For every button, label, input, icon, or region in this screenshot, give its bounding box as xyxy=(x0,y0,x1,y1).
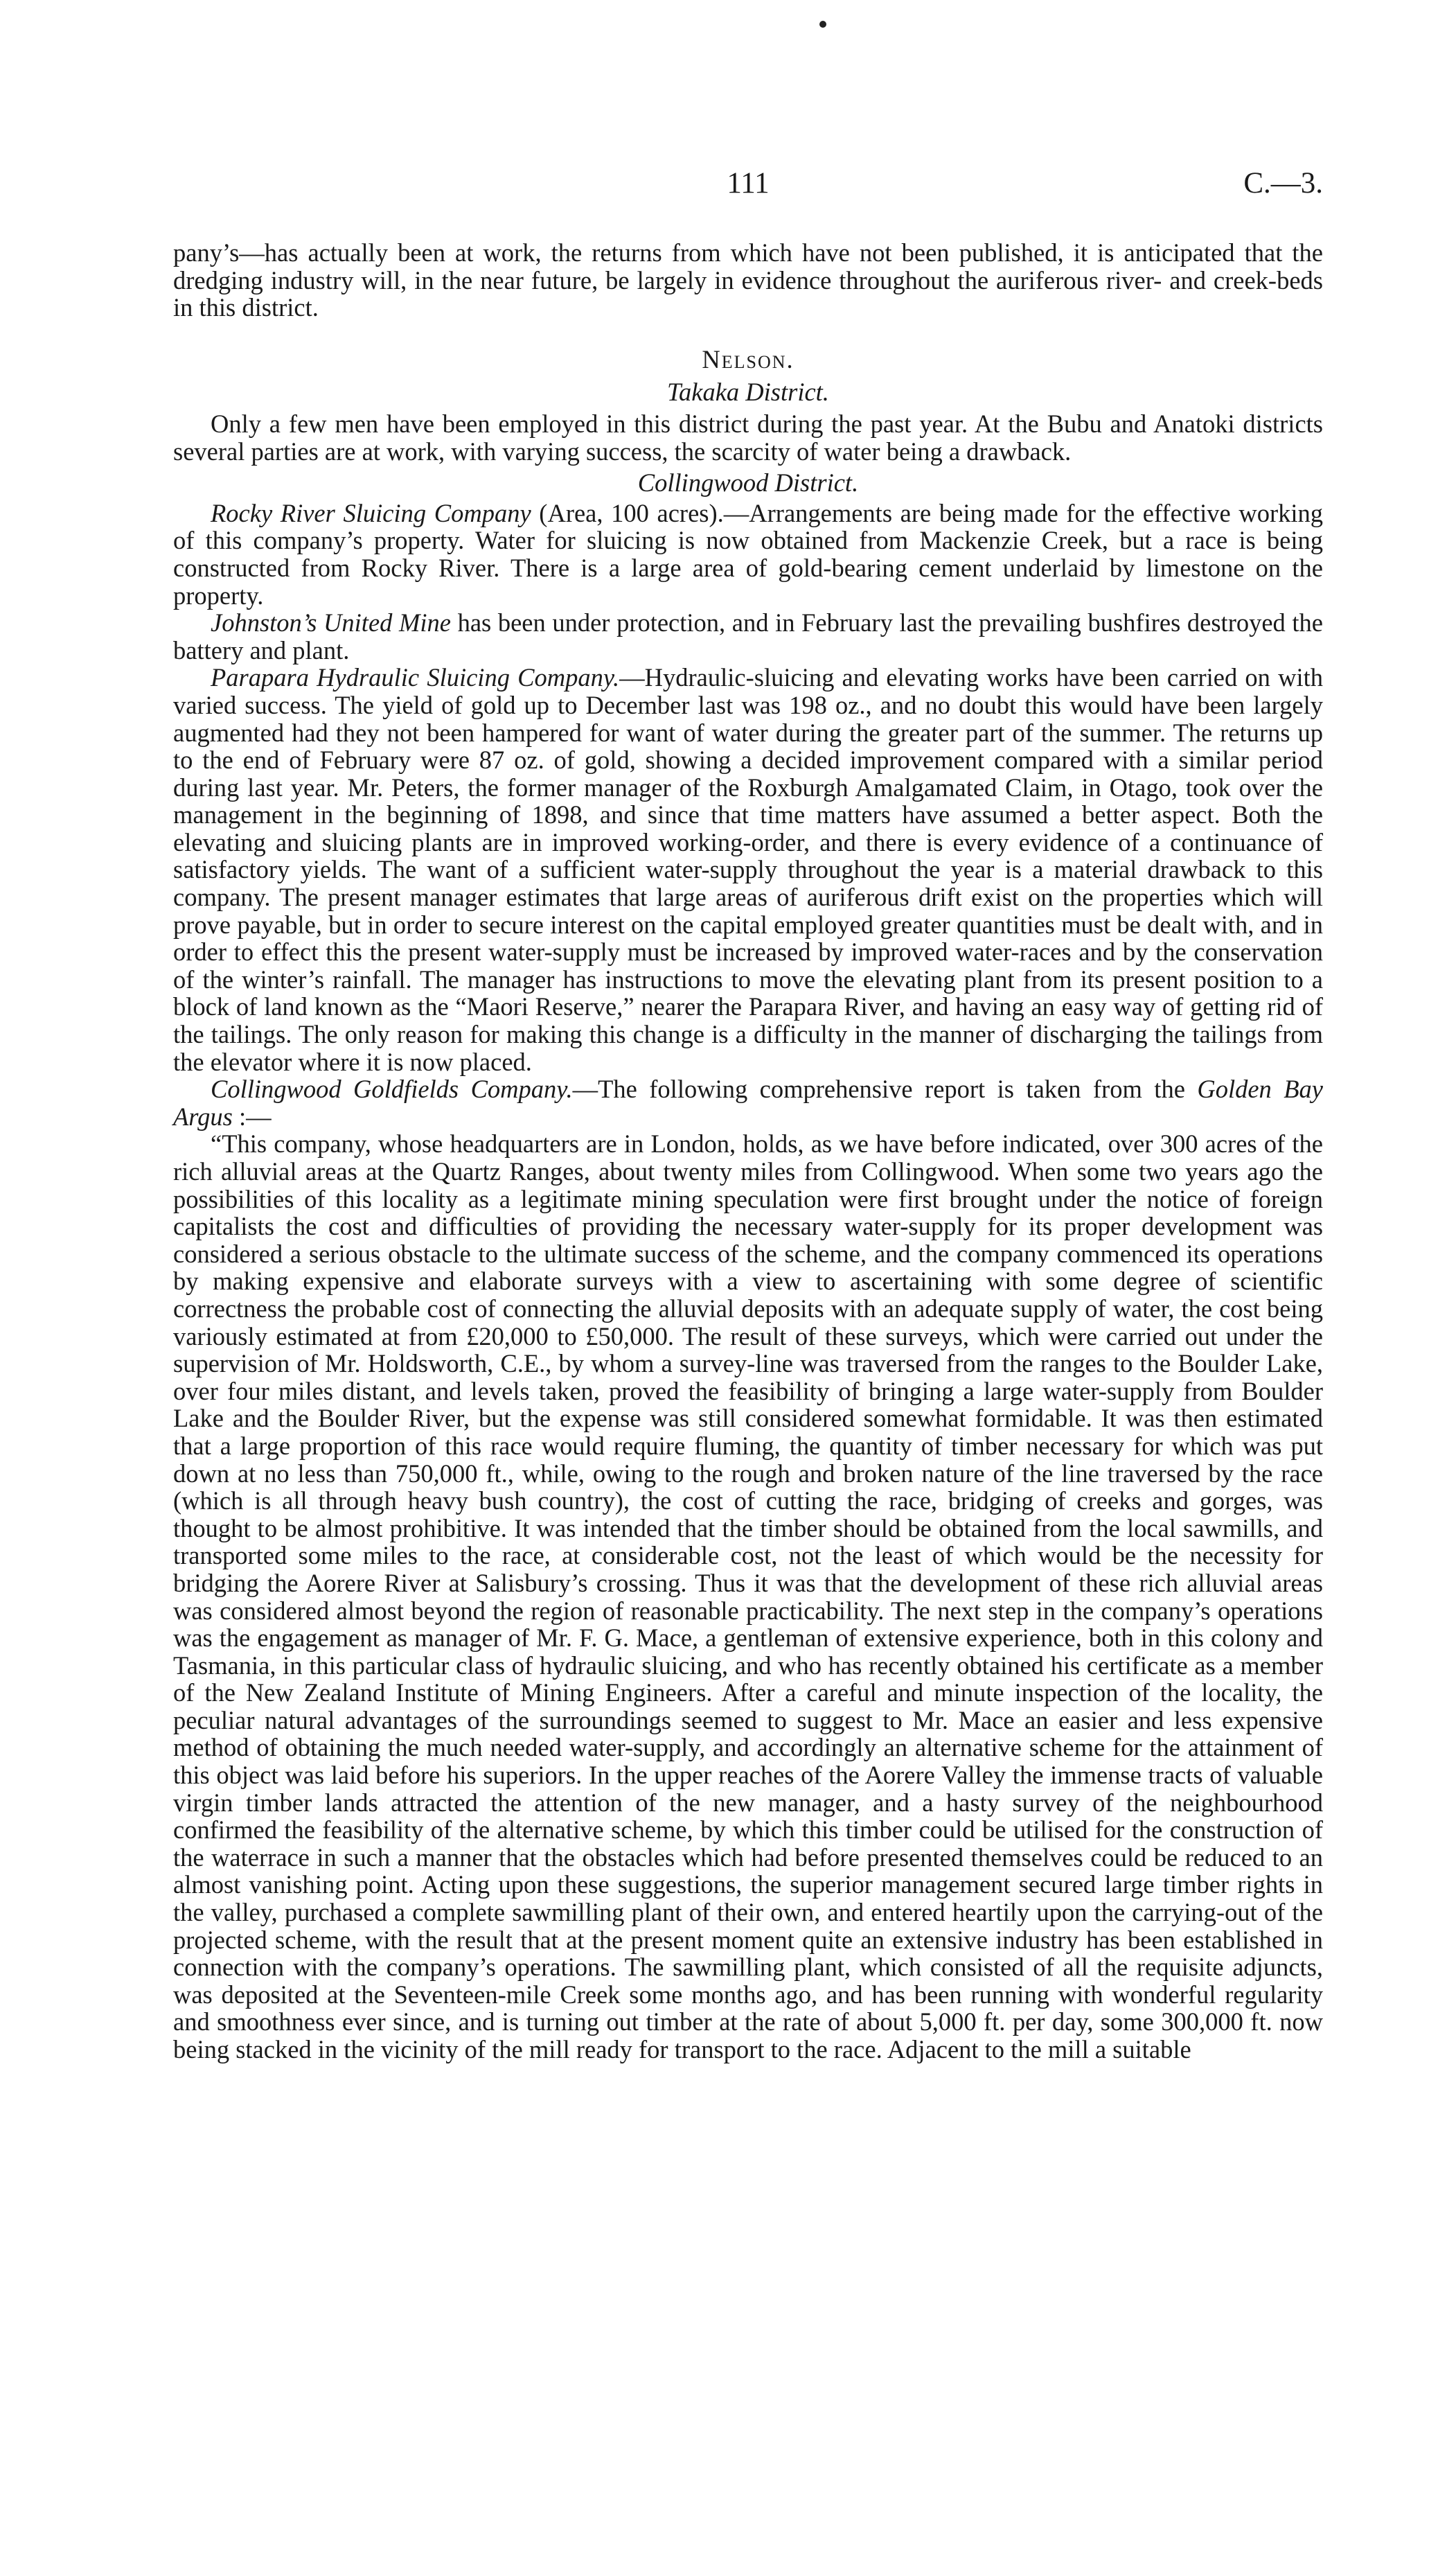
quoted-report-paragraph: “This company, whose headquarters are in London, holds, as we have before indicated, over 300 acres of the rich alluvial areas at the Quartz Ranges, about twenty miles from Collingwood. When some two years ago the possibilities of this locality as a legitimate mining speculation were first brought under the notice of foreign capitalists the cost and difficulties of providing the necessary water-supply for its proper development was considered a serious obstacle to the ultimate success of the scheme, and the company commenced its operations by making expensive and elaborate surveys with a view to ascertaining with some degree of scientific correctness the probable cost of connecting the alluvial deposits with an adequate supply of water, the cost being variously estimated at from £20,000 to £50,000. The result of these surveys, which were carried out under the supervision of Mr. Holdsworth, C.E., by whom a survey-line was traversed from the ranges to the Boulder Lake, over four miles distant, and levels taken, proved the feasibility of bringing a large water-supply from Boulder Lake and the Boulder River, but the expense was still considered somewhat formidable. It was then estimated that a large proportion of this race would require fluming, the quantity of timber necessary for which was put down at no less than 750,000 ft., while, owing to the rough and broken nature of the line traversed by the race (which is all through heavy bush country), the cost of cutting the race, bridging of creeks and gorges, was thought to be almost prohibitive. It was intended that the timber should be obtained from the local sawmills, and transported some miles to the race, at considerable cost, not the least of which would be the necessity for bridging the Aorere River at Salisbury’s crossing. Thus it was that the development of these rich alluvial areas was considered almost beyond the region of reasonable practicability. The next step in the company’s operations was the engagement as manager of Mr. F. G. Mace, a gentleman of extensive experience, both in this colony and Tasmania, in this particular class of hydraulic sluicing, and who has recently obtained his certificate as a member of the New Zealand Institute of Mining Engineers. After a careful and minute inspection of the locality, the peculiar natural advantages of the surroundings seemed to suggest to Mr. Mace an easier and less expensive method of obtaining the much needed water-supply, and accordingly an alternative scheme for the attainment of this object was laid before his superiors. In the upper reaches of the Aorere Valley the immense tracts of valuable virgin timber lands attracted the attention of the new manager, and a hasty survey of the neighbourhood confirmed the feasibility of the alternative scheme, by which this timber could be utilised for the construction of the waterrace in such a manner that the obstacles which had before presented themselves could be reduced to an almost vanishing point. Acting upon these suggestions, the superior management secured large timber rights in the valley, purchased a complete sawmilling plant of their own, and entered heartily upon the carrying-out of the projected scheme, with the result that at the present moment quite an extensive industry has been established in connection with the company’s operations. The sawmilling plant, which consisted of all the requisite adjuncts, was deposited at the Seventeen-mile Creek some months ago, and has been running with wonderful regularity and smoothness ever since, and is turning out timber at the rate of about 5,000 ft. per day, some 300,000 ft. now being stacked in the vicinity of the mill ready for transport to the race. Adjacent to the mill a suitable xyxy=(173,1129,1323,2063)
subsection-heading-collingwood: Collingwood District. xyxy=(637,468,859,498)
page-body xyxy=(173,239,1323,2063)
continued-paragraph: pany’s—has actually been at work, the returns from which have not been published, it is anticipated that the dredging industry will, in the near future, be largely in evidence throughout the auriferous river- and creek-beds in this district. xyxy=(173,238,1323,322)
company-name: Rocky River Sluicing Company xyxy=(211,498,531,527)
paragraph-text: —The following comprehensive report is taken from the xyxy=(572,1075,1198,1104)
page-header xyxy=(173,166,1323,215)
section-heading-nelson: Nelson. xyxy=(702,344,794,373)
rocky-river-paragraph xyxy=(173,500,1323,609)
company-name: Parapara Hydraulic Sluicing Company. xyxy=(211,663,620,692)
newspaper-name: Golden Bay Argus xyxy=(173,1075,1323,1131)
takaka-paragraph: Only a few men have been employed in this district during the past year. At the Bubu and Anatoki districts several parties are at work, with varying success, the scarcity of water being a drawback. xyxy=(173,409,1323,466)
page-number: 111 xyxy=(727,167,770,200)
subsection-heading-takaka: Takaka District. xyxy=(667,378,829,407)
collingwood-goldfields-paragraph xyxy=(173,1075,1323,1130)
company-name: Johnston’s United Mine xyxy=(211,608,451,637)
paragraph-text: has been under protection, and in February last the prevailing bushfires destroyed the battery and plant. xyxy=(173,608,1323,664)
paragraph-text: (Area, 100 acres).—Arrangements are being made for the effective working of this company’s property. Water for sluicing is now obtained from Mackenzie Creek, but a race is being constructed from Rocky River. There is a large area of gold-bearing cement underlaid by limestone on the property. xyxy=(173,498,1324,610)
johnston-paragraph xyxy=(173,609,1323,664)
company-name: Collingwood Goldfields Company. xyxy=(211,1075,573,1104)
parapara-paragraph xyxy=(173,664,1323,1075)
paragraph-text: :— xyxy=(232,1102,272,1131)
paragraph-text: —Hydraulic-sluicing and elevating works have been carried on with varied success. The yield of gold up to December last was 198 oz., and no doubt this would have been largely augmented had they not been hampered for want of water during the greater part of the summer. The returns up to the end of February were 87 oz. of gold, showing a decided improvement compared with a similar period during last year. Mr. Peters, the former manager of the Roxburgh Amalgamated Claim, in Otago, took over the management in the beginning of 1898, and since that time matters have assumed a better aspect. Both the elevating and sluicing plants are in improved working-order, and there is every evidence of a continuance of satisfactory yields. The want of a sufficient water-supply throughout the year is a material drawback to this company. The present manager estimates that large areas of auriferous drift exist on the properties which will prove payable, but in order to secure interest on the capital employed greater quantities must be dealt with, and in order to effect this the present water-supply must be increased by improved water-races and by the conservation of the winter’s rainfall. The manager has instructions to move the elevating plant from its present position to a block of land known as the “Maori Reserve,” nearer the Parapara River, and having an easy way of getting rid of the tailings. The only reason for making this change is a difficulty in the manner of discharging the tailings from the elevator where it is now placed. xyxy=(173,663,1323,1076)
document-code: C.—3. xyxy=(1243,167,1323,200)
ink-dot xyxy=(819,21,826,28)
